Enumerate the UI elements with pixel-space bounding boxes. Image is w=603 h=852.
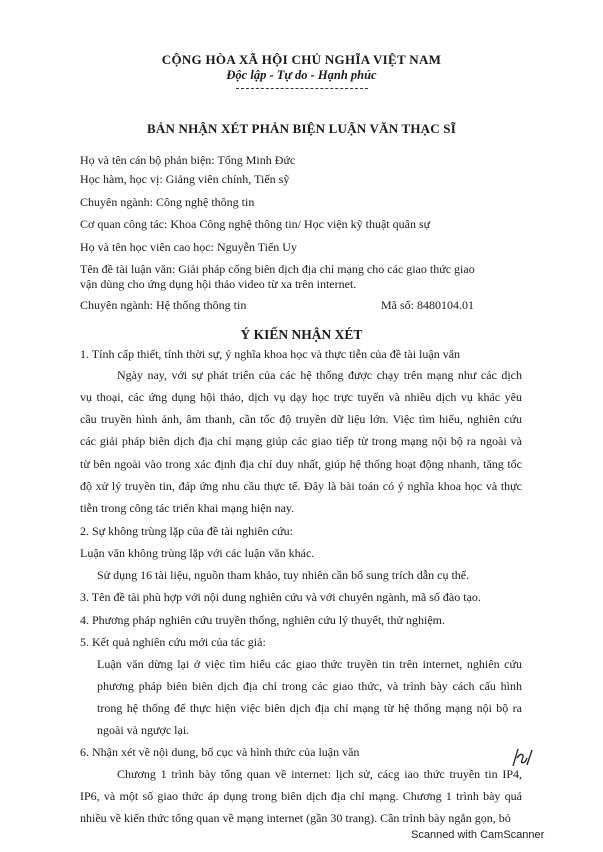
document-title: BẢN NHẬN XÉT PHẢN BIỆN LUẬN VĂN THẠC SĨ bbox=[146, 121, 456, 136]
national-title: CỘNG HÒA XÃ HỘI CHỦ NGHĨA VIỆT NAM bbox=[161, 52, 442, 67]
paragraph-line: Luận văn dừng lại ở việc tìm hiểu các giao thức truyền tin trên internet, nghiên cứu bbox=[97, 657, 522, 671]
section-2-heading: 2. Sự không trùng lặp của đề tài nghiên cứu: bbox=[80, 524, 293, 538]
national-motto: Độc lập - Tự do - Hạnh phúc bbox=[226, 68, 377, 82]
paragraph-line: Sử dụng 16 tài liệu, nguồn tham khảo, tuy nhiên cần bổ sung trích dẫn cụ thể. bbox=[97, 568, 470, 582]
section-6-heading: 6. Nhận xét về nội dung, bố cục và hình thức của luận văn bbox=[80, 745, 360, 759]
paragraph-line: Ngày nay, với sự phát triển của các hệ thống được chạy trên mạng như các dịch bbox=[117, 368, 522, 382]
paragraph-line: nhiều về kiến thức tổng quan về mạng internet (gần 30 trang). Cần trình bày ngắn gọn, bỏ bbox=[80, 811, 511, 825]
thesis-topic-line-2: vận dùng cho ứng dụng hội thảo video từ xa trên internet. bbox=[80, 277, 357, 291]
reviewer-workplace: Cơ quan công tác: Khoa Công nghệ thông tin/ Học viện kỹ thuật quân sự bbox=[80, 217, 431, 231]
paragraph-line: cầu truyền hình ảnh, âm thanh, cần tốc độ truyền dữ liệu lớn. Việc tìm hiểu, nghiên cứu bbox=[80, 412, 522, 426]
paragraph-line: các giải pháp biên dịch địa chỉ mạng giúp các giao tiếp từ trong mạng nội bộ ra ngoài và bbox=[80, 434, 522, 448]
reviewer-name: Họ và tên cán bộ phản biện: Tống Minh Đức bbox=[80, 153, 296, 167]
paragraph-line: từ bên ngoài vào trong xác định địa chỉ duy nhất, giúp hệ thống hoạt động nhanh, tăng tốc bbox=[80, 457, 522, 471]
paragraph-line: Luận văn không trùng lặp với các luận văn khác. bbox=[80, 546, 315, 560]
paragraph-line: trong hệ thống để thực hiện việc biên dịch địa chỉ mạng từ hệ thống mạng nội bộ ra bbox=[97, 701, 522, 715]
section-1-heading: 1. Tính cấp thiết, tính thời sự, ý nghĩa khoa học và thực tiễn của đề tài luận văn bbox=[80, 347, 461, 361]
paragraph-line: độ xử lý truyền tin, đáp ứng nhu cầu thực tế. Đây là bài toán có ý nghĩa khoa học và thực bbox=[80, 479, 522, 493]
opinion-heading: Ý KIẾN NHẬN XÉT bbox=[240, 327, 363, 342]
major-code: Mã số: 8480104.01 bbox=[381, 298, 474, 312]
signature-initials bbox=[510, 746, 536, 768]
motto-underline bbox=[236, 88, 368, 89]
paragraph-line: ngoài và ngược lại. bbox=[97, 723, 190, 737]
student-major: Chuyên ngành: Hệ thống thông tin bbox=[80, 298, 247, 312]
paragraph-line: phương pháp biên biên dịch địa chỉ trong các giao thức, và trình bày cách cấu hình bbox=[97, 679, 522, 693]
reviewer-major: Chuyên ngành: Công nghệ thông tin bbox=[80, 195, 255, 209]
paragraph-line: vụ thoại, các ứng dụng hội thảo, dịch vụ dạy học trực tuyến và nhiều dịch vụ khác yêu bbox=[80, 390, 522, 404]
paragraph-line: IP6, và một số giao thức áp dụng trong biên dịch địa chỉ mạng. Chương 1 trình bày quá bbox=[80, 789, 522, 803]
scanner-watermark: Scanned with CamScanner bbox=[411, 829, 545, 841]
paragraph-line: tiễn trong công tác triển khai mạng hiện nay. bbox=[80, 501, 295, 515]
reviewer-rank: Học hàm, học vị: Giảng viên chính, Tiến sỹ bbox=[80, 172, 290, 186]
thesis-topic-line-1: Tên đề tài luận văn: Giải pháp cổng biên dịch địa chỉ mạng cho các giao thức giao bbox=[80, 262, 475, 276]
section-3-item: 3. Tên đề tài phù hợp với nội dung nghiên cứu và với chuyên ngành, mã số đào tạo. bbox=[80, 590, 481, 604]
student-name: Họ và tên học viên cao học: Nguyễn Tiến Uy bbox=[80, 240, 297, 254]
section-4-item: 4. Phương pháp nghiên cứu truyền thống, nghiên cứu lý thuyết, thử nghiệm. bbox=[80, 613, 445, 627]
section-5-heading: 5. Kết quả nghiên cứu mới của tác giả: bbox=[80, 635, 266, 649]
paragraph-line: Chương 1 trình bày tổng quan về internet: lịch sử, cácg iao thức truyền tin IP4, bbox=[117, 767, 522, 781]
